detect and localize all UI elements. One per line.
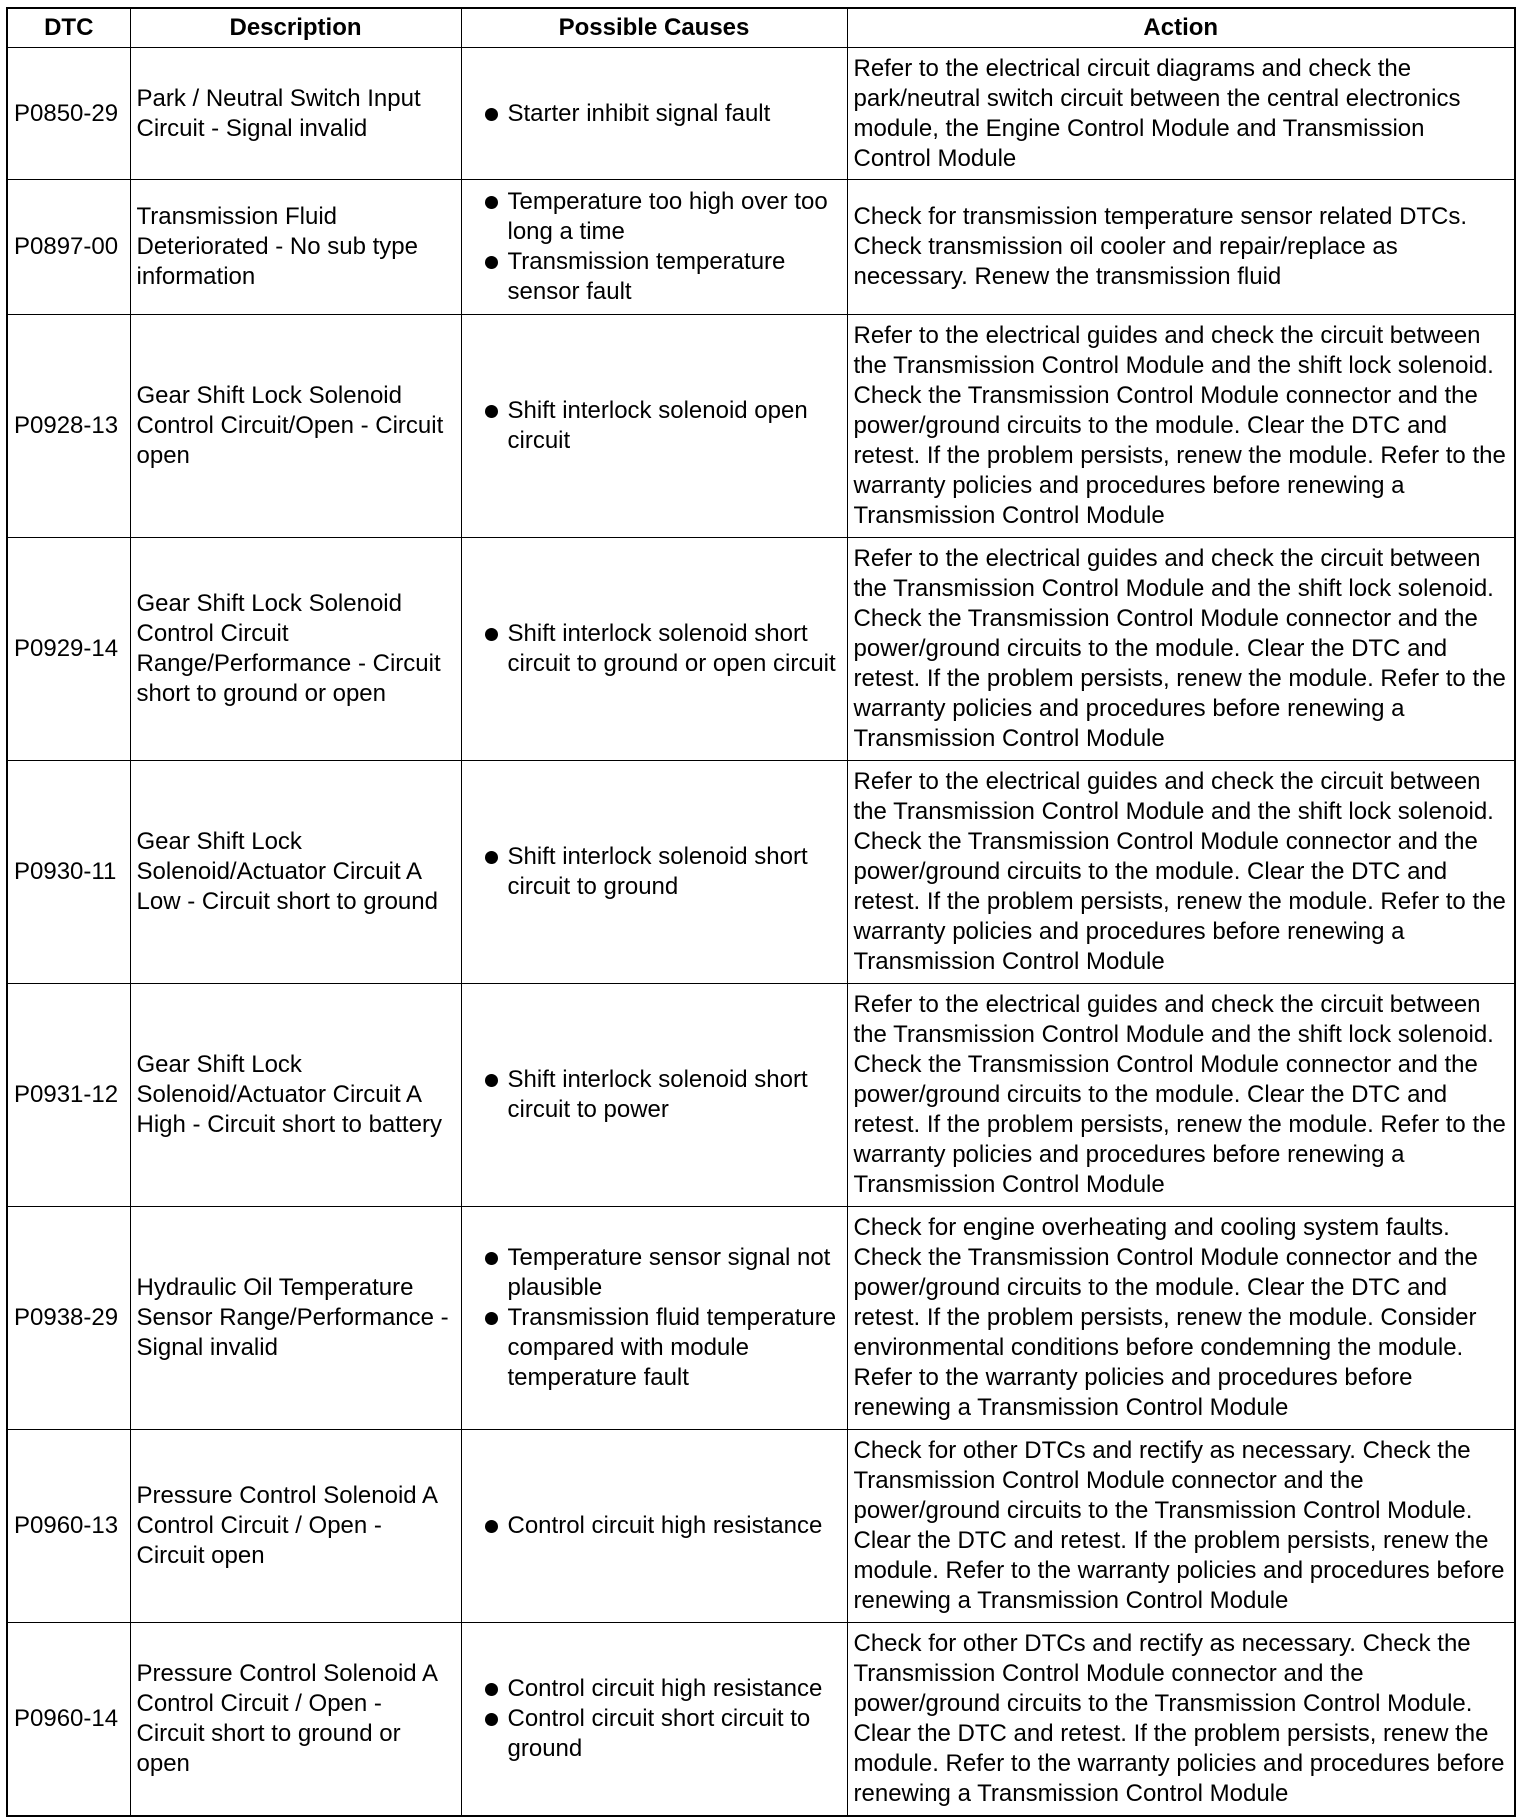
dtc-code: P0928-13: [7, 315, 130, 538]
dtc-code: P0930-11: [7, 761, 130, 984]
causes-list: [468, 842, 841, 902]
dtc-action: Refer to the electrical guides and check the circuit between the Transmission Control Module and the shift lock solenoid. Check the Transmission Control Module connector and the power/ground circuits to the module. Clear the DTC and retest. If the problem persists, renew the module. Refer to the warranty policies and procedures before renewing a Transmission Control Module: [847, 538, 1515, 761]
dtc-action: Check for engine overheating and cooling system faults. Check the Transmission Control Module connector and the power/ground circuits to the module. Clear the DTC and retest. If the problem persists, renew the module. Consider environmental conditions before condemning the module. Refer to the warranty policies and procedures before renewing a Transmission Control Module: [847, 1207, 1515, 1430]
table-row: [7, 1430, 1515, 1623]
table-row: [7, 538, 1515, 761]
dtc-code: P0850-29: [7, 48, 130, 180]
header-row: [7, 8, 1515, 48]
causes-list: [468, 1243, 841, 1393]
dtc-action: Refer to the electrical guides and check the circuit between the Transmission Control Module and the shift lock solenoid. Check the Transmission Control Module connector and the power/ground circuits to the module. Clear the DTC and retest. If the problem persists, renew the module. Refer to the warranty policies and procedures before renewing a Transmission Control Module: [847, 315, 1515, 538]
table-row: [7, 180, 1515, 315]
dtc-code: P0960-13: [7, 1430, 130, 1623]
header-possible-causes: Possible Causes: [461, 8, 847, 48]
dtc-code: P0931-12: [7, 984, 130, 1207]
causes-list: [468, 1674, 841, 1764]
table-row: [7, 1623, 1515, 1816]
possible-causes: [461, 538, 847, 761]
causes-list: [468, 1065, 841, 1125]
cause-item: Control circuit short circuit to ground: [468, 1704, 841, 1764]
cause-item: Transmission fluid temperature compared with module temperature fault: [468, 1303, 841, 1393]
possible-causes: [461, 1623, 847, 1816]
possible-causes: [461, 1430, 847, 1623]
table-row: [7, 1207, 1515, 1430]
header-description: Description: [130, 8, 461, 48]
cause-item: Shift interlock solenoid short circuit to power: [468, 1065, 841, 1125]
possible-causes: [461, 984, 847, 1207]
causes-list: [468, 99, 841, 129]
dtc-action: Refer to the electrical guides and check the circuit between the Transmission Control Module and the shift lock solenoid. Check the Transmission Control Module connector and the power/ground circuits to the module. Clear the DTC and retest. If the problem persists, renew the module. Refer to the warranty policies and procedures before renewing a Transmission Control Module: [847, 984, 1515, 1207]
table-row: [7, 48, 1515, 180]
dtc-code: P0929-14: [7, 538, 130, 761]
cause-item: Shift interlock solenoid short circuit to ground or open circuit: [468, 619, 841, 679]
dtc-description: Gear Shift Lock Solenoid/Actuator Circuit A High - Circuit short to battery: [130, 984, 461, 1207]
possible-causes: [461, 761, 847, 984]
dtc-action: Check for other DTCs and rectify as necessary. Check the Transmission Control Module connector and the power/ground circuits to the Transmission Control Module. Clear the DTC and retest. If the problem persists, renew the module. Refer to the warranty policies and procedures before renewing a Transmission Control Module: [847, 1623, 1515, 1816]
table-row: [7, 761, 1515, 984]
possible-causes: [461, 1207, 847, 1430]
causes-list: [468, 187, 841, 307]
dtc-description: Gear Shift Lock Solenoid Control Circuit Range/Performance - Circuit short to ground or open: [130, 538, 461, 761]
table-body: [7, 48, 1515, 1816]
cause-item: Temperature too high over too long a time: [468, 187, 841, 247]
cause-item: Control circuit high resistance: [468, 1674, 841, 1704]
cause-item: Shift interlock solenoid open circuit: [468, 396, 841, 456]
cause-item: Temperature sensor signal not plausible: [468, 1243, 841, 1303]
dtc-action: Refer to the electrical guides and check the circuit between the Transmission Control Module and the shift lock solenoid. Check the Transmission Control Module connector and the power/ground circuits to the module. Clear the DTC and retest. If the problem persists, renew the module. Refer to the warranty policies and procedures before renewing a Transmission Control Module: [847, 761, 1515, 984]
header-action: Action: [847, 8, 1515, 48]
dtc-description: Hydraulic Oil Temperature Sensor Range/Performance - Signal invalid: [130, 1207, 461, 1430]
dtc-description: Pressure Control Solenoid A Control Circuit / Open - Circuit open: [130, 1430, 461, 1623]
table-row: [7, 315, 1515, 538]
possible-causes: [461, 48, 847, 180]
possible-causes: [461, 315, 847, 538]
cause-item: Starter inhibit signal fault: [468, 99, 841, 129]
dtc-description: Gear Shift Lock Solenoid/Actuator Circuit A Low - Circuit short to ground: [130, 761, 461, 984]
dtc-action: Check for other DTCs and rectify as necessary. Check the Transmission Control Module connector and the power/ground circuits to the Transmission Control Module. Clear the DTC and retest. If the problem persists, renew the module. Refer to the warranty policies and procedures before renewing a Transmission Control Module: [847, 1430, 1515, 1623]
dtc-description: Transmission Fluid Deteriorated - No sub type information: [130, 180, 461, 315]
header-dtc: DTC: [7, 8, 130, 48]
dtc-table: [6, 7, 1516, 1817]
dtc-description: Park / Neutral Switch Input Circuit - Signal invalid: [130, 48, 461, 180]
causes-list: [468, 619, 841, 679]
cause-item: Transmission temperature sensor fault: [468, 247, 841, 307]
dtc-code: P0897-00: [7, 180, 130, 315]
dtc-description: Pressure Control Solenoid A Control Circuit / Open - Circuit short to ground or open: [130, 1623, 461, 1816]
table-row: [7, 984, 1515, 1207]
cause-item: Control circuit high resistance: [468, 1511, 841, 1541]
dtc-code: P0938-29: [7, 1207, 130, 1430]
possible-causes: [461, 180, 847, 315]
causes-list: [468, 1511, 841, 1541]
cause-item: Shift interlock solenoid short circuit to ground: [468, 842, 841, 902]
dtc-description: Gear Shift Lock Solenoid Control Circuit/Open - Circuit open: [130, 315, 461, 538]
causes-list: [468, 396, 841, 456]
dtc-action: Check for transmission temperature sensor related DTCs. Check transmission oil cooler and repair/replace as necessary. Renew the transmission fluid: [847, 180, 1515, 315]
dtc-code: P0960-14: [7, 1623, 130, 1816]
dtc-action: Refer to the electrical circuit diagrams and check the park/neutral switch circuit between the central electronics module, the Engine Control Module and Transmission Control Module: [847, 48, 1515, 180]
